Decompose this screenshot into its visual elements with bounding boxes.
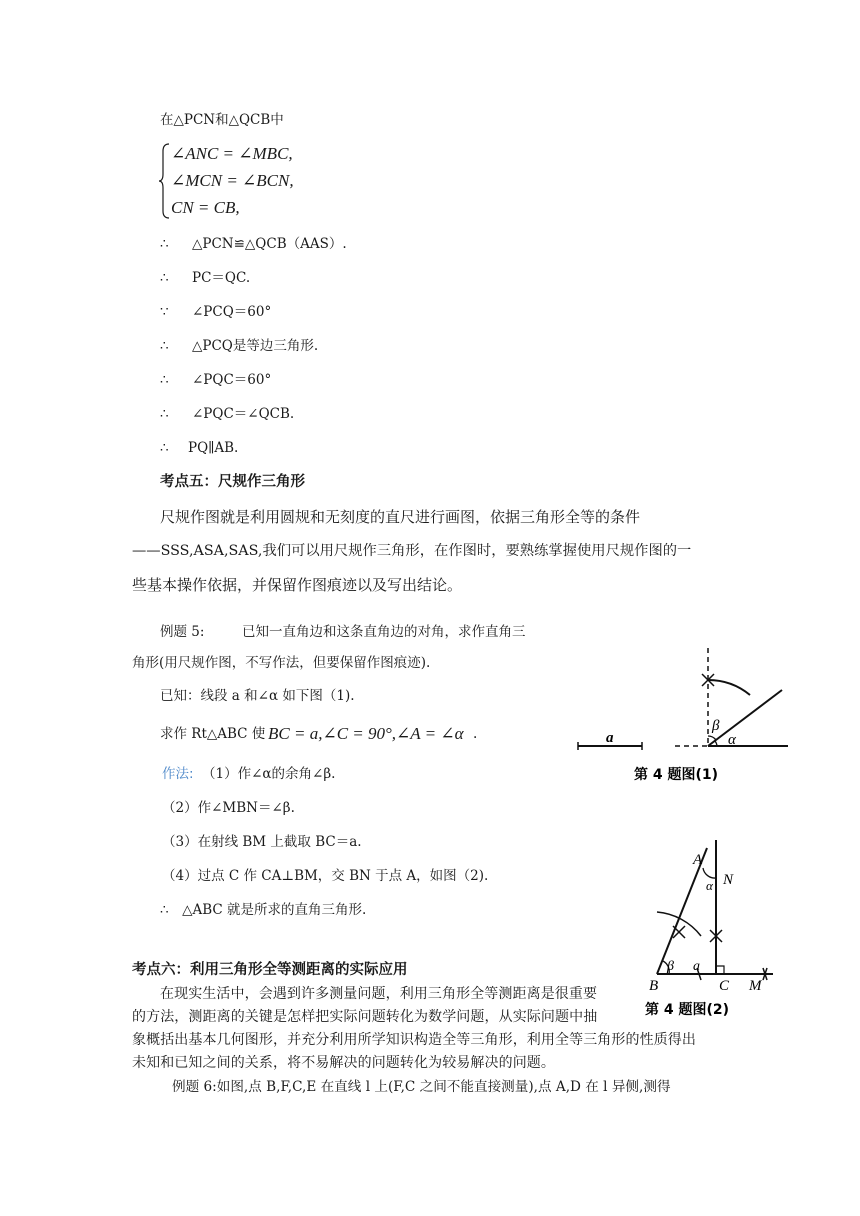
- fig2-caption: 第 4 题图(2): [645, 1002, 730, 1018]
- fig1-beta-label: β: [712, 718, 720, 734]
- section6-paragraph-line: 未知和已知之间的关系，将不易解决的问题转化为较易解决的问题。: [132, 1055, 555, 1071]
- intro-line: 在△PCN和△QCB中: [160, 112, 284, 128]
- step-symbol: ∴: [160, 372, 169, 388]
- method-step: （1）作∠α的余角∠β.: [202, 766, 336, 782]
- example5-given: 已知：线段 a 和∠α 如下图（1).: [160, 688, 355, 704]
- example5-find-math: BC = a,∠C = 90°,∠A = ∠α: [268, 724, 464, 743]
- method-step: （3）在射线 BM 上截取 BC＝a.: [162, 834, 362, 850]
- system-eq-2: ∠MCN = ∠BCN,: [171, 171, 294, 190]
- fig2-point-M: M: [749, 978, 762, 994]
- example5-label: 例题 5:: [160, 624, 205, 640]
- method-conclusion: ∴ △ABC 就是所求的直角三角形.: [160, 902, 367, 918]
- fig1-caption: 第 4 题图(1): [634, 767, 719, 783]
- fig2-segment-a: a: [693, 959, 700, 974]
- fig1-segment-label: a: [606, 730, 614, 746]
- system-eq-1: ∠ANC = ∠MBC,: [171, 144, 293, 163]
- section5-paragraph-line: 些基本操作依据，并保留作图痕迹以及写出结论。: [132, 576, 463, 594]
- step-symbol: ∴: [160, 270, 169, 286]
- step-text: ∠PCQ＝60°: [192, 304, 272, 320]
- figure-2-construction: [645, 840, 785, 1022]
- system-eq-3: CN = CB,: [171, 198, 240, 217]
- fig2-beta-label: β: [667, 959, 674, 974]
- section5-paragraph-line: ——SSS,ASA,SAS,我们可以用尺规作三角形，在作图时，要熟练掌握使用尺规作图的一: [132, 543, 692, 559]
- example6-line: 例题 6:如图,点 B,F,C,E 在直线 l 上(F,C 之间不能直接测量),点 A,D 在 l 异侧,测得: [172, 1079, 671, 1095]
- figure-1-construction: [570, 640, 800, 790]
- section6-paragraph-line: 在现实生活中，会遇到许多测量问题，利用三角形全等测距离是很重要: [160, 986, 598, 1002]
- section6-paragraph-line: 的方法，测距离的关键是怎样把实际问题转化为数学问题，从实际问题中抽: [132, 1009, 598, 1025]
- fig2-point-C: C: [719, 978, 730, 994]
- step-text: ∠PQC＝60°: [192, 372, 272, 388]
- method-step: （2）作∠MBN＝∠β.: [162, 800, 295, 816]
- example5-find-suffix: .: [473, 726, 478, 742]
- section5-paragraph-line: 尺规作图就是利用圆规和无刻度的直尺进行画图，依据三角形全等的条件: [160, 508, 641, 526]
- fig2-point-B: B: [649, 978, 659, 994]
- fig1-alpha-label: α: [728, 732, 736, 748]
- section5-heading: 考点五：尺规作三角形: [160, 474, 305, 490]
- method-step: （4）过点 C 作 CA⊥BM，交 BN 于点 A，如图（2).: [162, 868, 489, 884]
- step-symbol: ∵: [160, 304, 169, 320]
- example5-line: 角形(用尺规作图，不写作法，但要保留作图痕迹).: [132, 655, 431, 671]
- system-brace: [159, 143, 171, 219]
- step-text: △PCQ是等边三角形.: [192, 338, 319, 354]
- step-symbol: ∴: [160, 236, 169, 252]
- section6-paragraph-line: 象概括出基本几何图形，并充分利用所学知识构造全等三角形，利用全等三角形的性质得出: [132, 1032, 696, 1048]
- step-text: △PCN≌△QCB（AAS）.: [192, 236, 347, 252]
- step-symbol: ∴: [160, 338, 169, 354]
- fig2-alpha-label: α: [706, 878, 713, 893]
- method-label: 作法:: [162, 766, 194, 782]
- example5-find-prefix: 求作 Rt△ABC 使: [160, 726, 266, 742]
- example5-line: 已知一直角边和这条直角边的对角，求作直角三: [242, 624, 526, 640]
- step-text: PC＝QC.: [192, 270, 251, 286]
- section6-heading: 考点六：利用三角形全等测距离的实际应用: [132, 962, 408, 978]
- step-text: ∠PQC＝∠QCB.: [192, 406, 295, 422]
- step-symbol: ∴: [160, 406, 169, 422]
- step-text: PQ∥AB.: [188, 440, 239, 456]
- step-symbol: ∴: [160, 440, 169, 456]
- fig2-point-A: A: [693, 852, 703, 868]
- fig2-point-N: N: [723, 872, 734, 888]
